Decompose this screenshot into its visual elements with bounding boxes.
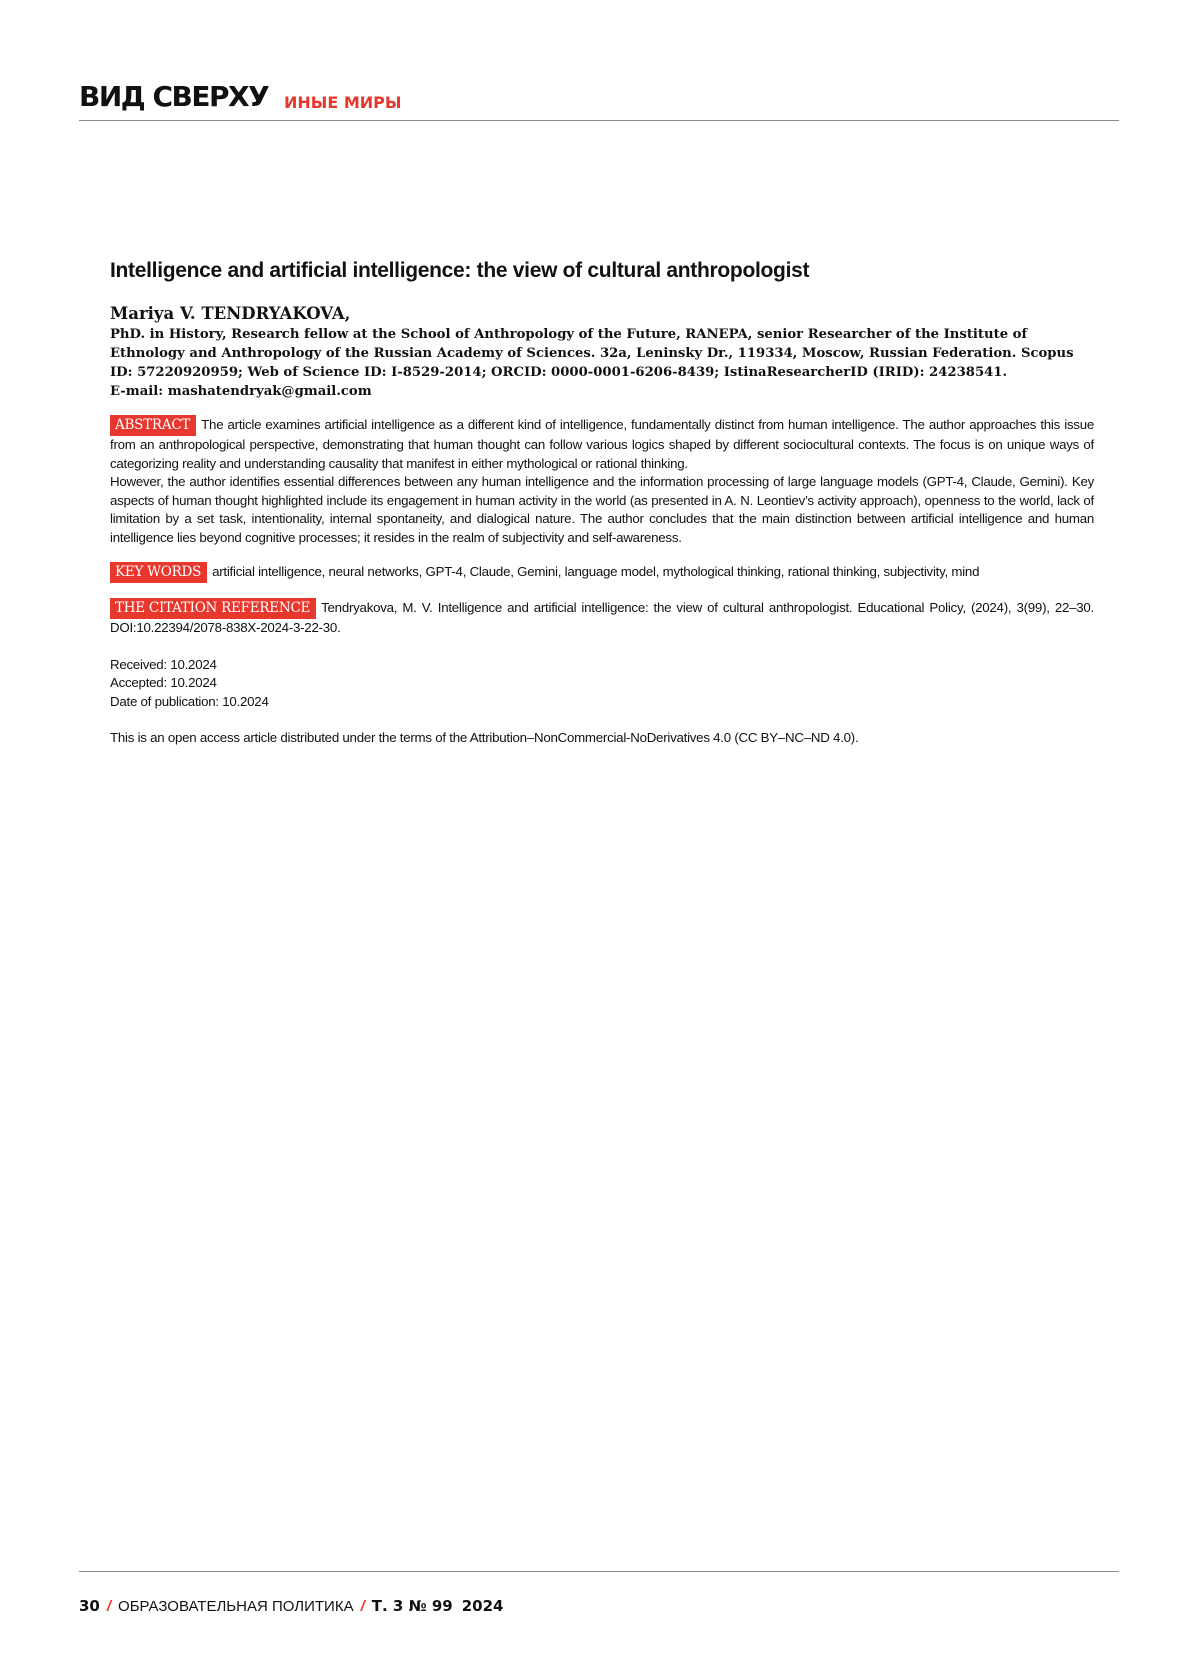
author-name: Mariya V. TENDRYAKOVA,	[110, 304, 351, 323]
section-title: ВИД СВЕРХУ	[79, 80, 269, 113]
article	[110, 257, 1094, 748]
article-title: Intelligence and artificial intelligence: the view of cultural anthropologist	[110, 259, 810, 282]
keywords-text: artificial intelligence, neural networks, GPT-4, Claude, Gemini, language model, mythological thinking, rational thinking, subjectivity, mind	[212, 564, 980, 579]
keywords-block	[110, 562, 1094, 583]
author-email: E-mail: mashatendryak@gmail.com	[110, 384, 372, 399]
running-footer	[79, 1571, 1119, 1615]
accepted-date: Accepted: 10.2024	[110, 675, 217, 690]
keywords-paragraph	[110, 562, 1094, 583]
slash-divider-icon: /	[106, 1598, 112, 1615]
keywords-label: KEY WORDS	[110, 562, 207, 583]
abstract-text-2: However, the author identifies essential differences between any human intelligence and the information processing of large language models (GPT-4, Claude, Gemini). Key aspects of human thought highlighted include its engagement in human activity in the world (as presented in A. N. Leontiev’s activity approach), openness to the world, lack of limitation by a set task, intentionality, internal spontaneity, and dialogical nature. The author concludes that the main distinction between artificial intelligence and human intelligence lies beyond cognitive processes; it resides in the realm of subjectivity and self-awareness.	[110, 474, 1094, 545]
received-date: Received: 10.2024	[110, 656, 217, 672]
dates-block	[110, 656, 1094, 712]
abstract-paragraph-1	[110, 415, 1094, 473]
page-number: 30	[79, 1597, 100, 1615]
issue-number: Т. 3 № 99	[371, 1597, 453, 1615]
footer-line	[79, 1596, 503, 1617]
license-statement: This is an open access article distributed under the terms of the Attribution–NonCommercial-NoDerivatives 4.0 (CC BY–NC–ND 4.0).	[110, 730, 859, 745]
section-subtitle: ИНЫЕ МИРЫ	[284, 93, 402, 112]
author-affiliation: PhD. in History, Research fellow at the School of Anthropology of the Future, RANEPA, senior Researcher of the Institute of Ethnology and Anthropology of the Russian Academy of Sciences. 32a, Leninsky Dr., 119334, Moscow, Russian Federation. Scopus ID: 57220920959; Web of Science ID: I-8529-2014; ORCID: 0000-0001-6206-8439; IstinaResearcherID (IRID): 24238541.	[110, 327, 1074, 380]
citation-label: THE CITATION REFERENCE	[110, 598, 316, 619]
journal-name: ОБРАЗОВАТЕЛЬНАЯ ПОЛИТИКА	[118, 1598, 354, 1615]
author-block	[110, 303, 1094, 401]
abstract-block	[110, 415, 1094, 547]
issue-year: 2024	[461, 1597, 504, 1615]
citation-text: Tendryakova, M. V. Intelligence and artificial intelligence: the view of cultural anthropologist. Educational Policy, (2024), 3(99), 22–30. DOI:10.22394/2078-838X-2024-3-22-30.	[110, 600, 1094, 635]
slash-divider-icon: /	[360, 1598, 365, 1615]
abstract-text-1: The article examines artificial intelligence as a different kind of intelligence, fundamentally distinct from human intelligence. The author approaches this issue from an anthropological perspective, demonstrating that human thought can follow various logics shaped by different sociocultural contexts. The focus is on unique ways of categorizing reality and understanding causality that manifest in either mythological or rational thinking.	[110, 417, 1094, 471]
citation-block	[110, 598, 1094, 638]
abstract-label: ABSTRACT	[110, 415, 196, 436]
publication-date: Date of publication: 10.2024	[110, 693, 269, 709]
citation-paragraph	[110, 598, 1094, 638]
running-header	[79, 80, 1119, 121]
